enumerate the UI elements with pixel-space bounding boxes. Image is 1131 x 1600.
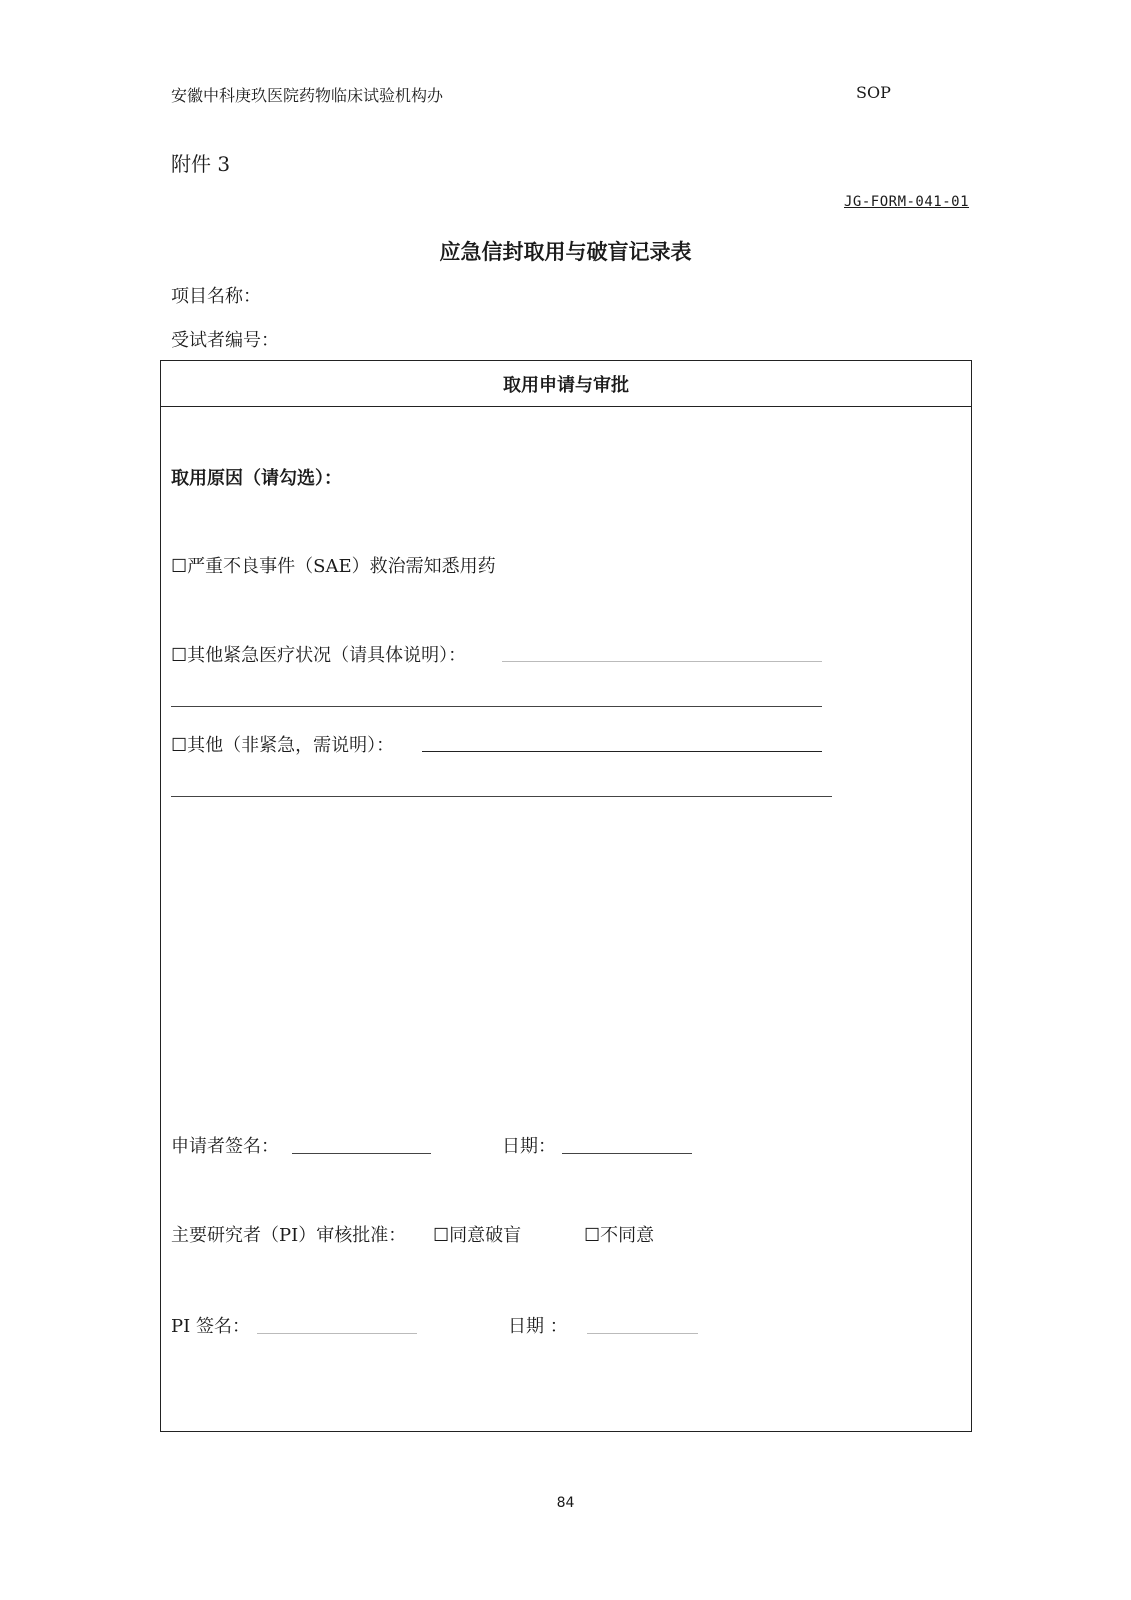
- pi-sign-line[interactable]: [257, 1333, 417, 1334]
- pi-sign-label: PI 签名：: [171, 1316, 250, 1337]
- section-header: 取用申请与审批: [161, 361, 971, 407]
- subject-number-label: 受试者编号：: [171, 330, 279, 351]
- applicant-sign-label: 申请者签名：: [171, 1136, 279, 1157]
- page-number: 84: [556, 1495, 575, 1511]
- date-line-1[interactable]: [562, 1153, 692, 1154]
- pi-approval-label: 主要研究者（PI）审核批准：: [171, 1225, 407, 1246]
- date-line-2[interactable]: [587, 1333, 698, 1334]
- application-approval-box: [160, 360, 972, 1432]
- date-label-2: 日期 ：: [508, 1316, 568, 1337]
- option-other-emergency[interactable]: ☐其他紧急医疗状况（请具体说明）：: [171, 645, 467, 666]
- form-title: 应急信封取用与破盲记录表: [439, 240, 692, 264]
- date-label-1: 日期：: [502, 1136, 556, 1157]
- emergency-explanation-line-2[interactable]: [171, 706, 822, 707]
- non-emergency-explanation-line[interactable]: [422, 751, 822, 752]
- emergency-explanation-line[interactable]: [502, 661, 822, 662]
- reason-label: 取用原因（请勾选）：: [171, 468, 342, 489]
- applicant-sign-line[interactable]: [292, 1153, 431, 1154]
- agree-unblind-checkbox[interactable]: ☐同意破盲: [433, 1225, 522, 1246]
- form-code: JG-FORM-041-01: [844, 194, 970, 210]
- project-name-label: 项目名称：: [171, 286, 261, 307]
- institution-name: 安徽中科庚玖医院药物临床试验机构办: [171, 86, 444, 105]
- doc-type: SOP: [856, 83, 891, 102]
- option-other-non-emergency[interactable]: ☐其他（非紧急，需说明）：: [171, 735, 395, 756]
- annex-label: 附件 3: [171, 152, 231, 176]
- disagree-checkbox[interactable]: ☐不同意: [584, 1225, 655, 1246]
- option-sae[interactable]: ☐严重不良事件（SAE）救治需知悉用药: [171, 556, 496, 577]
- non-emergency-explanation-line-2[interactable]: [171, 796, 832, 797]
